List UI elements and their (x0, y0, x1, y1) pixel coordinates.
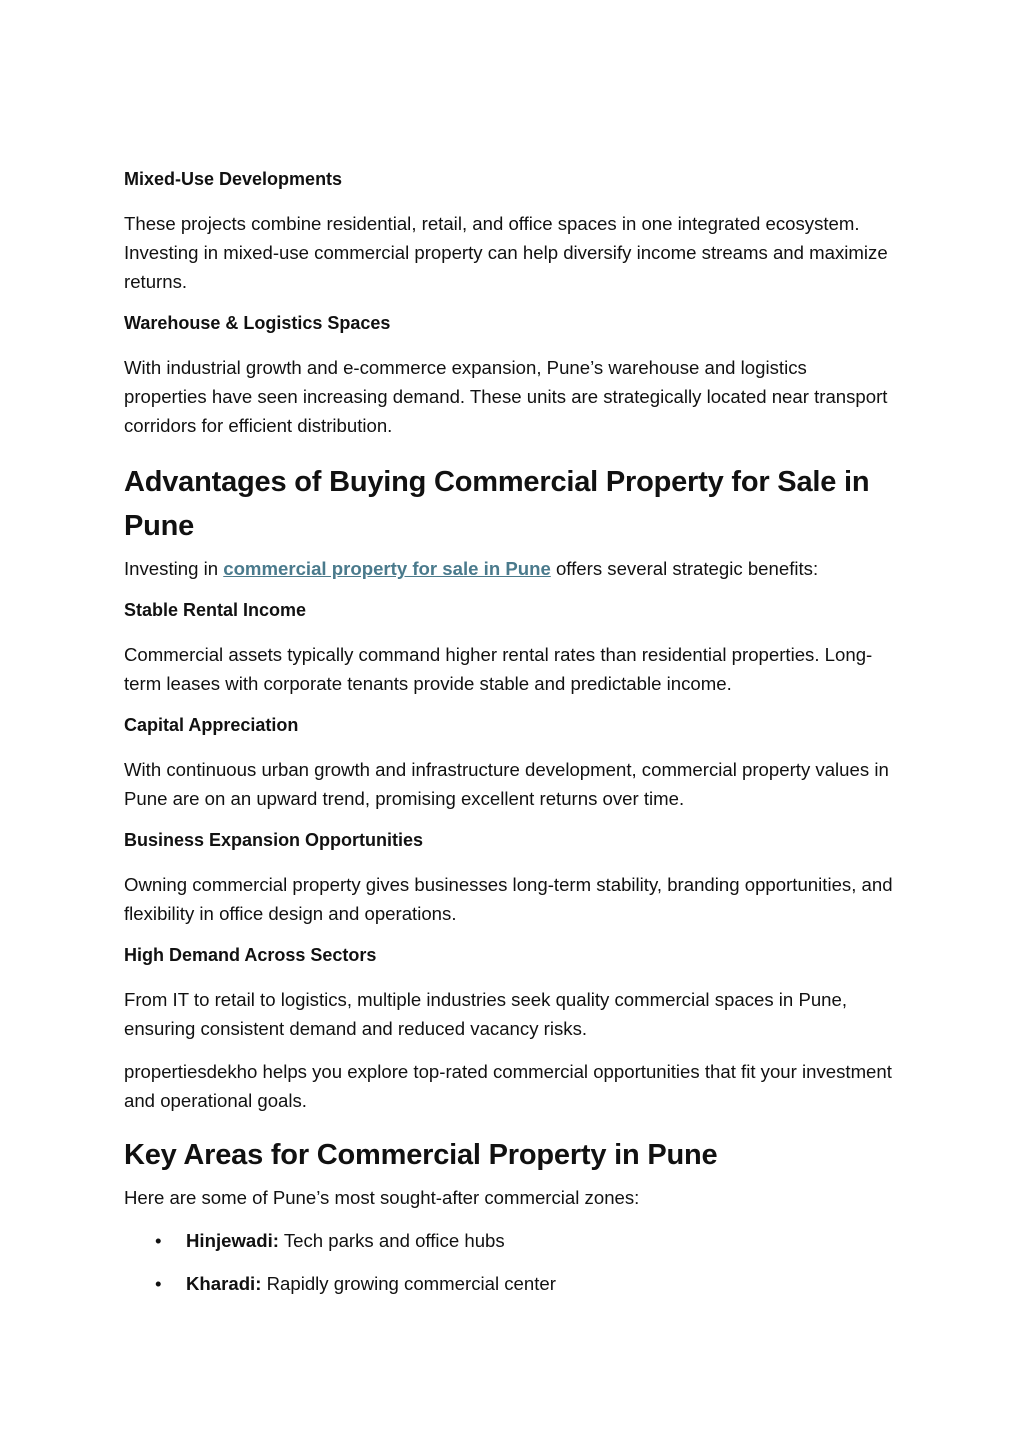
area-desc: Tech parks and office hubs (278, 1230, 505, 1251)
bullet-icon: • (155, 1273, 162, 1294)
area-desc: Rapidly growing commercial center (261, 1273, 556, 1294)
advantage-heading: Business Expansion Opportunities (124, 830, 424, 850)
key-areas-intro: Here are some of Pune’s most sought-after commercial zones: (124, 1187, 640, 1208)
advantages-intro-after: offers several strategic benefits: (550, 558, 819, 579)
mixed-use-text: These projects combine residential, retail, and office spaces in one integrated ecosystem. Investing in mixed-use commercial property can help diversify income streams and maximize returns. (124, 213, 888, 292)
bullet-icon: • (155, 1230, 162, 1251)
advantage-text: Commercial assets typically command higher rental rates than residential properties. Long-term leases with corporate tenants provide stable and predictable income. (124, 644, 873, 694)
advantage-heading: Stable Rental Income (124, 600, 307, 620)
warehouse-text: With industrial growth and e-commerce expansion, Pune’s warehouse and logistics properties have seen increasing demand. These units are strategically located near transport corridors for efficient distribution. (124, 357, 888, 436)
advantages-title: Advantages of Buying Commercial Property for Sale in Pune (124, 466, 870, 542)
list-item (124, 1269, 894, 1298)
key-areas-title: Key Areas for Commercial Property in Pune (124, 1139, 718, 1171)
advantage-text: From IT to retail to logistics, multiple industries seek quality commercial spaces in Pune, ensuring consistent demand and reduced vacancy risks. (124, 989, 848, 1039)
commercial-property-link[interactable]: commercial property for sale in Pune (223, 558, 551, 579)
advantage-heading: Capital Appreciation (124, 715, 299, 735)
mixed-use-heading: Mixed-Use Developments (124, 169, 343, 189)
area-name: Hinjewadi: (186, 1230, 279, 1251)
area-name: Kharadi: (186, 1273, 262, 1294)
advantage-text: Owning commercial property gives businesses long-term stability, branding opportunities, and flexibility in office design and operations. (124, 874, 893, 924)
advantages-intro (124, 554, 894, 583)
advantages-intro-before: Investing in (124, 558, 224, 579)
closing-text: propertiesdekho helps you explore top-rated commercial opportunities that fit your investment and operational goals. (124, 1061, 892, 1111)
advantage-text: With continuous urban growth and infrastructure development, commercial property values in Pune are on an upward trend, promising excellent returns over time. (124, 759, 889, 809)
key-areas-list (124, 1226, 894, 1298)
document-page (124, 166, 894, 1312)
warehouse-heading: Warehouse & Logistics Spaces (124, 313, 391, 333)
list-item (124, 1226, 894, 1255)
advantage-heading: High Demand Across Sectors (124, 945, 377, 965)
